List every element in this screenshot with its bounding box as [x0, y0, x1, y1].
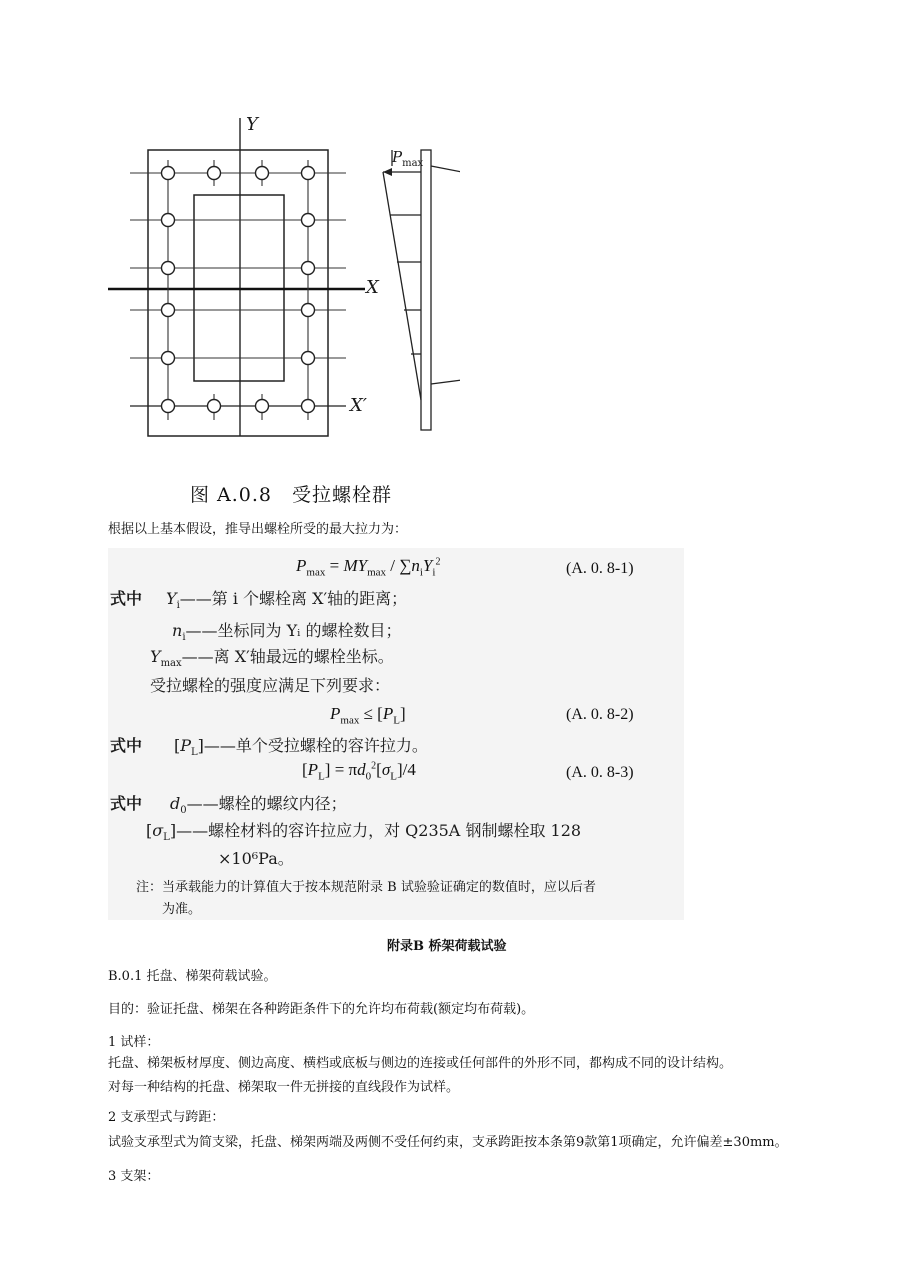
equation-1-number: (A. 0. 8-1) — [566, 560, 634, 577]
where1-lead: 式中 — [110, 589, 143, 608]
force-label: $P_{max}$ — [392, 148, 424, 169]
where2-lead: 式中 — [110, 736, 143, 755]
where1-item-1: $Y_i——$第 i 个螺栓离 X′轴的距离； — [166, 589, 408, 612]
where3-item-1: $d_0——$螺栓的螺纹内径； — [170, 794, 347, 817]
s1-title: 1 试样： — [108, 1035, 160, 1050]
equation-3: $[P_L] = \pi d_0^2[\sigma_L]/4$ — [302, 760, 416, 783]
purpose-text: 目的：验证托盘、梯架在各种跨距条件下的允许均布荷载(额定均布荷载)。 — [108, 1002, 535, 1017]
s2-title: 2 支承型式与跨距： — [108, 1110, 225, 1125]
axis-y-label: Y — [246, 114, 258, 135]
where3-item-2: $[\sigma_L]——$螺栓材料的容许拉应力，对 Q235A 钢制螺栓取 128 — [146, 821, 582, 844]
where1-item-2: $n_i——$坐标同为 Yᵢ 的螺栓数目； — [172, 621, 402, 644]
figure-caption: 图 A.0.8 受拉螺栓群 — [190, 484, 393, 506]
s3-title: 3 支架： — [108, 1169, 160, 1184]
plate-outline — [148, 150, 328, 436]
axis-x-label: X — [366, 277, 379, 298]
where3-cont: ×10⁶Pa。 — [218, 849, 294, 868]
equation-1: $P_{max} = MY_{max} / \sum n_iY_i^2$ — [296, 556, 441, 579]
s2-para-1: 试验支承型式为简支梁，托盘、梯架两端及两侧不受任何约束，支承跨距按本条第9款第1项确定，允许偏差±30mm。 — [108, 1135, 788, 1150]
where2-item: $[P_L]——$单个受拉螺栓的容许拉力。 — [174, 736, 428, 759]
note-line-2: 为准。 — [162, 902, 202, 917]
strength-requirement: 受拉螺栓的强度应满足下列要求： — [150, 676, 391, 695]
s1-para-2: 对每一种结构的托盘、梯架取一件无拼接的直线段作为试样。 — [108, 1080, 460, 1095]
equation-3-number: (A. 0. 8-3) — [566, 764, 634, 781]
section-b01: B.0.1 托盘、梯架荷载试验。 — [108, 969, 277, 984]
equation-2: $P_{max} \le [P_L]$ — [330, 704, 406, 727]
side-plate — [421, 150, 431, 430]
intro-text: 根据以上基本假设，推导出螺栓所受的最大拉力为： — [108, 522, 408, 537]
appendix-title: 附录B 桥架荷载试验 — [387, 939, 507, 954]
side-column — [431, 166, 460, 384]
equation-2-number: (A. 0. 8-2) — [566, 706, 634, 723]
s1-para-1: 托盘、梯架板材厚度、侧边高度、横档或底板与侧边的连接或任何部件的外形不同，都构成不同的设计结构。 — [108, 1056, 733, 1071]
axis-x-prime-label: X′ — [350, 395, 367, 416]
note-line-1: 注：当承载能力的计算值大于按本规范附录 B 试验验证确定的数值时，应以后者 — [136, 880, 596, 895]
where3-lead: 式中 — [110, 794, 143, 813]
where1-item-3: $Y_{max}——$离 X′轴最远的螺栓坐标。 — [150, 647, 394, 670]
